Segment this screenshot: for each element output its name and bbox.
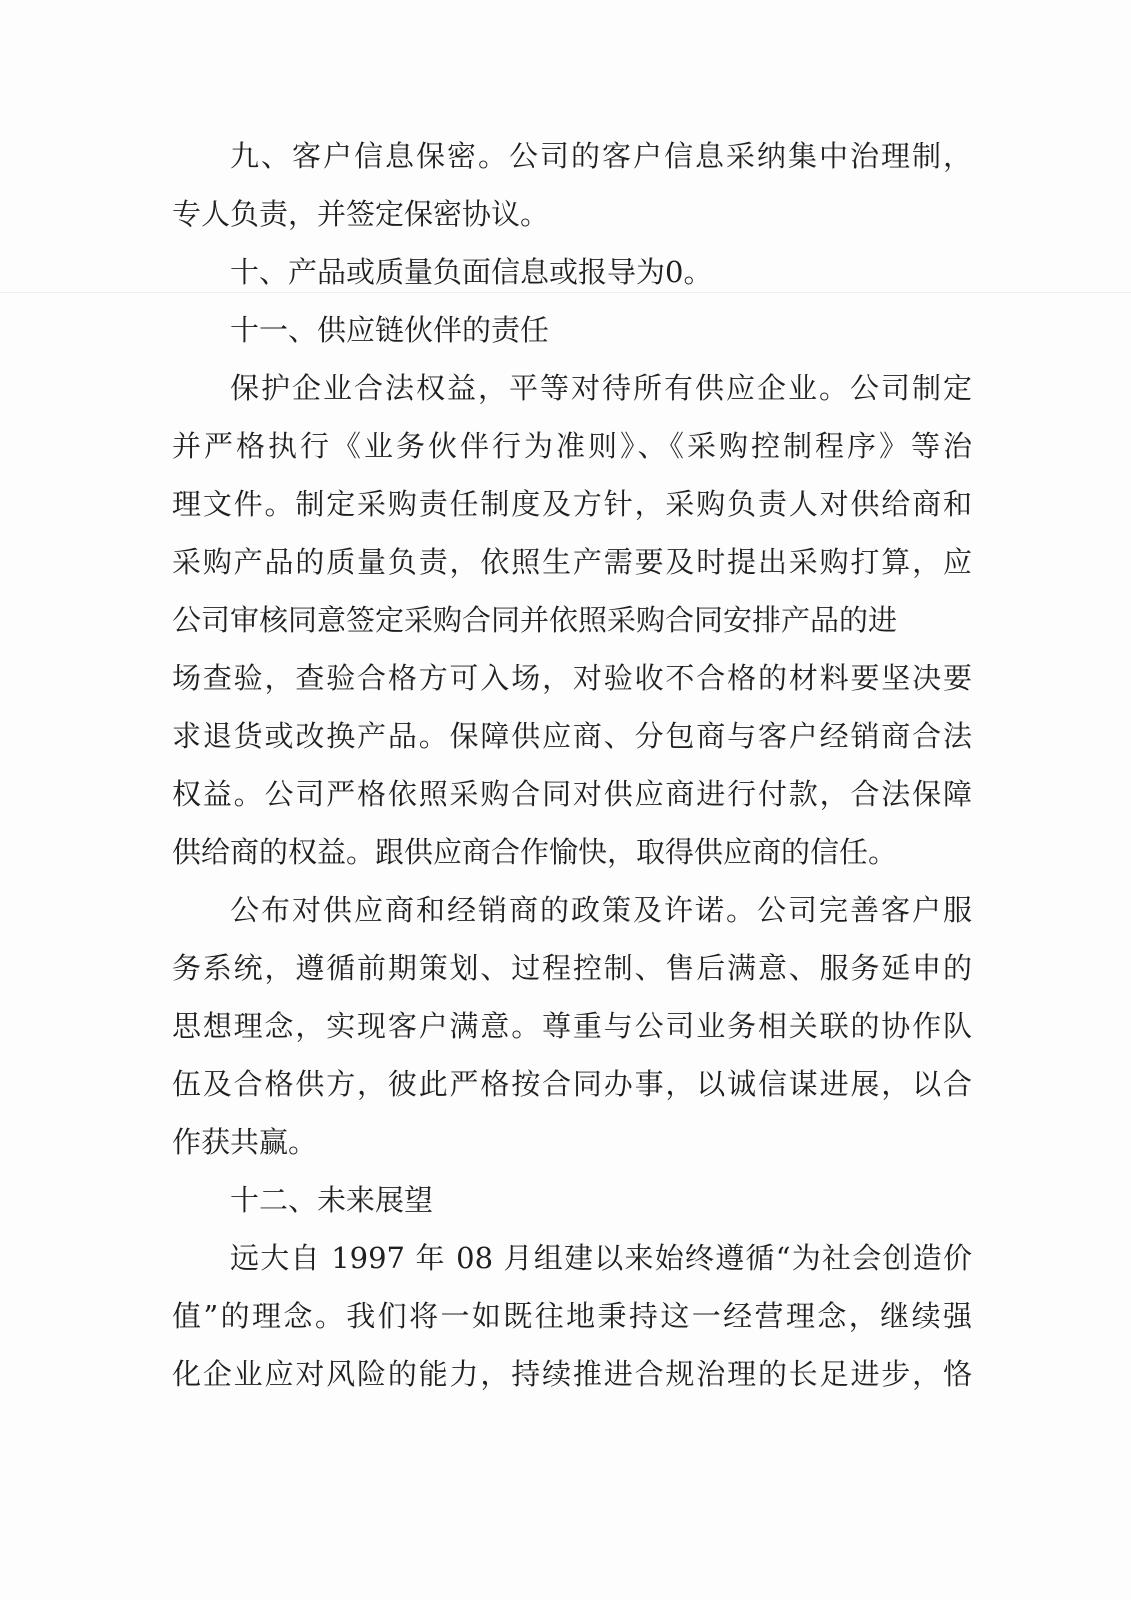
text-line: 采购产品的质量负责，依照生产需要及时提出采购打算，应 — [172, 545, 972, 579]
text-line: 理文件。制定采购责任制度及方针，采购负责人对供给商和 — [172, 487, 972, 521]
text-line: 化企业应对风险的能力，持续推进合规治理的长足进步，恪 — [172, 1357, 972, 1391]
section-heading: 十一、供应链伙伴的责任 — [230, 313, 550, 347]
text-line: 值”的理念。我们将一如既往地秉持这一经营理念，继续强 — [172, 1299, 972, 1333]
text-line: 保护企业合法权益，平等对待所有供应企业。公司制定 — [230, 371, 972, 405]
text-line: 场查验，查验合格方可入场，对验收不合格的材料要坚决要 — [172, 661, 972, 695]
text-line: 求退货或改换产品。保障供应商、分包商与客户经销商合法 — [172, 719, 972, 753]
text-line: 供给商的权益。跟供应商合作愉快，取得供应商的信任。 — [172, 835, 898, 869]
text-line: 远大自 1997 年 08 月组建以来始终遵循“为社会创造价 — [230, 1241, 972, 1275]
text-line: 权益。公司严格依照采购合同对供应商进行付款，合法保障 — [172, 777, 972, 811]
text-line: 伍及合格供方，彼此严格按合同办事，以诚信谋进展，以合 — [172, 1067, 972, 1101]
text-line: 十、产品或质量负面信息或报导为0。 — [230, 255, 713, 289]
text-line: 并严格执行《业务伙伴行为准则》、《采购控制程序》等治 — [172, 429, 972, 463]
text-line: 公布对供应商和经销商的政策及许诺。公司完善客户服 — [230, 893, 972, 927]
section-heading: 十二、未来展望 — [230, 1183, 434, 1217]
text-line: 务系统，遵循前期策划、过程控制、售后满意、服务延申的 — [172, 951, 972, 985]
text-line: 公司审核同意签定采购合同并依照采购合同安排产品的进 — [172, 603, 898, 637]
text-line: 九、客户信息保密。公司的客户信息采纳集中治理制， — [230, 139, 972, 173]
text-line: 思想理念，实现客户满意。尊重与公司业务相关联的协作队 — [172, 1009, 972, 1043]
text-line: 作获共赢。 — [172, 1125, 318, 1159]
scan-divider — [0, 292, 1131, 293]
text-line: 专人负责，并签定保密协议。 — [172, 197, 550, 231]
